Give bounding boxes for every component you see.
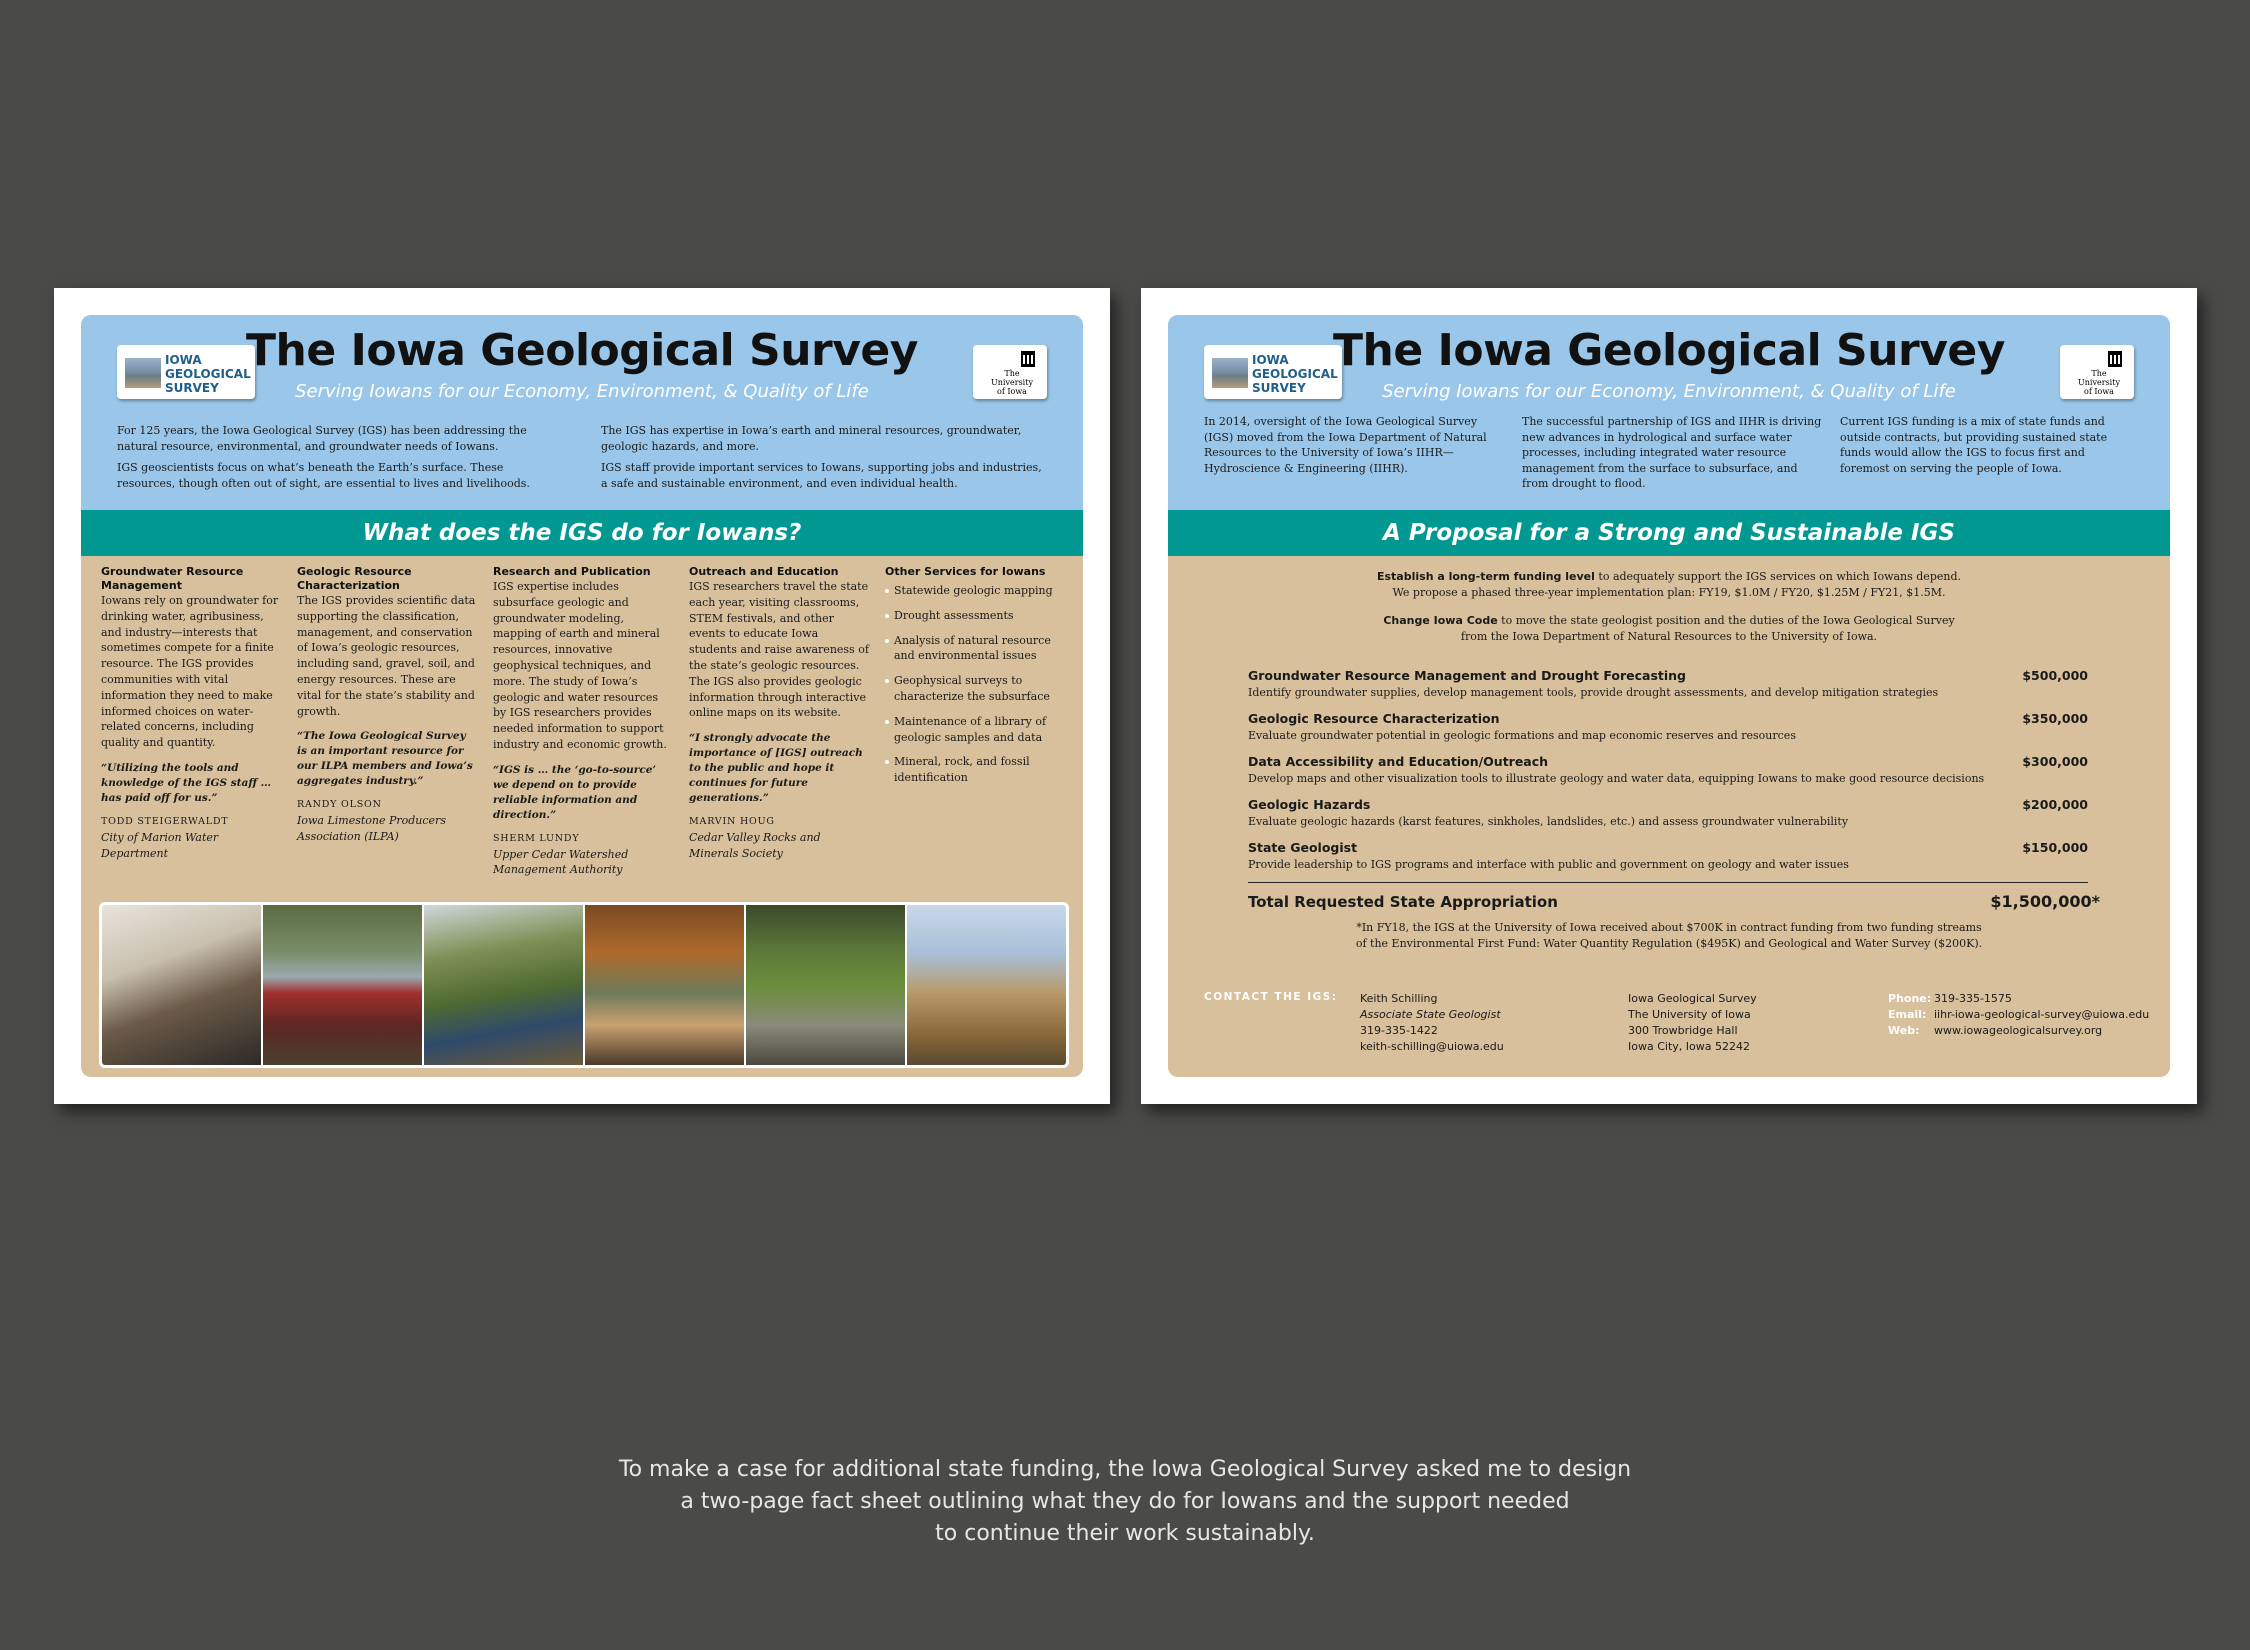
- testimonial-name: SHERM LUNDY: [493, 832, 580, 844]
- total-amount: $1,500,000*: [1990, 892, 2100, 911]
- logo-line: SURVEY: [165, 381, 219, 395]
- photo-field-sampling: [263, 905, 422, 1065]
- service-body: IGS researchers travel the state each year, visiting classrooms, STEM festivals, and other events to educate Iowa students and raise awareness of the state’s geologic resources. The IGS also provides geologic information through interactive online maps on its website.: [689, 580, 869, 720]
- page-2-panel: [1168, 315, 2170, 1077]
- web-label: Web:: [1888, 1024, 1920, 1037]
- logo-line: IOWA: [1252, 353, 1289, 367]
- other-services-column: [885, 565, 1065, 795]
- intro-paragraph: For 125 years, the Iowa Geological Survey (IGS) has been addressing the natural resource, environmental, and groundwater needs of Iowans.: [117, 424, 527, 453]
- address-line: 300 Trowbridge Hall: [1628, 1024, 1738, 1037]
- address-line: The University of Iowa: [1628, 1008, 1751, 1021]
- phone-label: Phone:: [1888, 992, 1932, 1005]
- proposal-bold: Establish a long-term funding level: [1376, 570, 1595, 583]
- section-heading: A Proposal for a Strong and Sustainable IGS: [1168, 510, 2170, 556]
- section-heading: What does the IGS do for Iowans?: [81, 510, 1083, 556]
- budget-item-title: Groundwater Resource Management and Drought Forecasting: [1248, 668, 1686, 683]
- budget-amount: $350,000: [2022, 711, 2088, 726]
- testimonial-org: Cedar Valley Rocks and Minerals Society: [689, 830, 821, 860]
- photo-outcrop: [746, 905, 905, 1065]
- service-heading: Research and Publication: [493, 565, 651, 578]
- address-line: Iowa City, Iowa 52242: [1628, 1040, 1750, 1053]
- budget-item-title: Data Accessibility and Education/Outreach: [1248, 754, 1549, 769]
- intro-paragraph: IGS geoscientists focus on what’s beneath the Earth’s surface. These resources, though often out of sight, are essential to lives and livelihoods.: [117, 461, 530, 490]
- page-2-header: [1168, 315, 2170, 510]
- budget-item-desc: Evaluate groundwater potential in geologic formations and map economic reserves and resources: [1248, 729, 1796, 742]
- old-capitol-icon: [1021, 351, 1035, 367]
- budget-row: [1248, 839, 2088, 882]
- email-label: Email:: [1888, 1008, 1927, 1021]
- list-item: Drought assessments: [885, 608, 1065, 624]
- budget-item-title: State Geologist: [1248, 840, 1358, 855]
- testimonial-quote: “Utilizing the tools and knowledge of the IGS staff … has paid off for us.”: [101, 761, 272, 804]
- budget-total-row: [1248, 891, 2100, 921]
- service-column: [297, 565, 477, 845]
- total-label: Total Requested State Appropriation: [1248, 893, 1558, 911]
- ui-logo-line: The: [2091, 369, 2107, 378]
- budget-amount: $150,000: [2022, 840, 2088, 855]
- caption-line: To make a case for additional state funding, the Iowa Geological Survey asked me to design: [618, 1457, 1632, 1482]
- university-of-iowa-logo: [2060, 345, 2134, 399]
- budget-amount: $200,000: [2022, 797, 2088, 812]
- service-heading: Outreach and Education: [689, 565, 839, 578]
- proposal-text: from the Iowa Department of Natural Resources to the University of Iowa.: [1460, 630, 1878, 643]
- contact-heading: CONTACT THE IGS:: [1204, 991, 1338, 1003]
- ui-logo-line: University: [991, 378, 1033, 387]
- testimonial-quote: “The Iowa Geological Survey is an important resource for our ILPA members and Iowa’s aggregates industry.”: [297, 730, 473, 788]
- budget-row: [1248, 667, 2088, 710]
- intro-column: [1840, 414, 2132, 482]
- intro-column: [1522, 414, 1822, 498]
- fact-sheet-page-2: [1141, 288, 2197, 1104]
- testimonial-quote: “IGS is … the ‘go-to-source’ we depend on to provide reliable information and direction.”: [493, 763, 657, 821]
- testimonial-name: RANDY OLSON: [297, 799, 382, 811]
- footnote-line: *In FY18, the IGS at the University of Iowa received about $700K in contract funding from two funding streams: [1356, 921, 1982, 934]
- intro-paragraph: The IGS has expertise in Iowa’s earth and mineral resources, groundwater, geologic hazards, and more.: [601, 424, 1022, 453]
- budget-item-desc: Develop maps and other visualization tools to illustrate geology and water data, equipping Iowans to make good resource decisions: [1248, 772, 1985, 785]
- proposal-point: [1168, 569, 2170, 601]
- budget-item-desc: Provide leadership to IGS programs and interface with public and government on geology and water issues: [1248, 858, 1849, 871]
- funding-footnote: [1168, 920, 2170, 952]
- budget-row: [1248, 796, 2088, 839]
- logo-line: IOWA: [165, 353, 202, 367]
- office-phone: 319-335-1575: [1934, 992, 2012, 1005]
- logo-line: SURVEY: [1252, 381, 1306, 395]
- other-services-list: [885, 583, 1065, 786]
- service-heading: Geologic Resource Characterization: [297, 565, 412, 592]
- intro-column: [601, 423, 1051, 497]
- testimonial-org: Iowa Limestone Producers Association (ILPA): [297, 814, 446, 843]
- proposal-bold: Change Iowa Code: [1383, 614, 1498, 627]
- photo-geophysical-survey: [907, 905, 1066, 1065]
- proposal-text: to adequately support the IGS services on which Iowans depend.: [1594, 570, 1961, 583]
- proposal-point: [1168, 613, 2170, 645]
- logo-line: GEOLOGICAL: [1252, 367, 1338, 381]
- testimonial-name: TODD STEIGERWALDT: [101, 815, 229, 827]
- page-1-header: [81, 315, 1083, 510]
- intro-paragraph: IGS staff provide important services to Iowans, supporting jobs and industries, a safe and sustainable environment, and even individual health.: [601, 461, 1042, 490]
- intro-column: [117, 423, 557, 497]
- service-column: [493, 565, 673, 878]
- list-item: Geophysical surveys to characterize the subsurface: [885, 673, 1065, 705]
- total-divider: [1248, 882, 2088, 883]
- page-title: The Iowa Geological Survey: [246, 325, 918, 376]
- photo-lab-students: [102, 905, 261, 1065]
- testimonial-org: City of Marion Water Department: [101, 830, 219, 860]
- budget-amount: $300,000: [2022, 754, 2088, 769]
- photo-drilling-rig: [424, 905, 583, 1065]
- contact-address: [1628, 991, 1757, 1055]
- testimonial-org: Upper Cedar Watershed Management Authority: [493, 847, 629, 877]
- university-of-iowa-logo: [973, 345, 1047, 399]
- caption-line: to continue their work sustainably.: [935, 1521, 1315, 1546]
- ui-logo-line: of Iowa: [2084, 387, 2114, 396]
- service-column: [689, 565, 869, 862]
- caption-line: a two-page fact sheet outlining what they do for Iowans and the support needed: [680, 1489, 1570, 1514]
- contact-web: [1888, 991, 2149, 1039]
- old-capitol-icon: [2108, 351, 2122, 367]
- service-column: [101, 565, 281, 861]
- photo-strip: [99, 902, 1069, 1068]
- page-title: The Iowa Geological Survey: [1333, 325, 2005, 376]
- portfolio-caption: [425, 1454, 1825, 1550]
- contact-email-link[interactable]: keith-schilling@uiowa.edu: [1360, 1040, 1504, 1053]
- list-item: Statewide geologic mapping: [885, 583, 1065, 599]
- service-heading: Groundwater Resource Management: [101, 565, 244, 592]
- contact-title: Associate State Geologist: [1360, 1008, 1501, 1021]
- address-line: Iowa Geological Survey: [1628, 992, 1757, 1005]
- intro-paragraph: Current IGS funding is a mix of state funds and outside contracts, but providing sustained state funds would allow the IGS to focus first and foremost on serving the people of Iowa.: [1840, 415, 2108, 475]
- list-item: Analysis of natural resource and environmental issues: [885, 633, 1065, 665]
- office-email-link[interactable]: iihr-iowa-geological-survey@uiowa.edu: [1934, 1008, 2150, 1021]
- proposal-points: [1168, 569, 2170, 657]
- fact-sheet-page-1: [54, 288, 1110, 1104]
- service-heading: Other Services for Iowans: [885, 565, 1046, 578]
- website-link[interactable]: www.iowageologicalsurvey.org: [1934, 1024, 2103, 1037]
- service-body: IGS expertise includes subsurface geologic and groundwater modeling, mapping of earth and mineral resources, innovative geophysical techniques, and more. The study of Iowa’s geologic and water resources by IGS researchers provides needed information to support industry and economic growth.: [493, 580, 667, 751]
- proposal-text: We propose a phased three-year implementation plan: FY19, $1.0M / FY20, $1.25M / FY21, $1.5M.: [1392, 586, 1946, 599]
- contact-name: Keith Schilling: [1360, 992, 1438, 1005]
- ui-logo-line: of Iowa: [997, 387, 1027, 396]
- page-subtitle: Serving Iowans for our Economy, Environment, & Quality of Life: [295, 381, 869, 402]
- budget-amount: $500,000: [2022, 668, 2088, 683]
- budget-item-desc: Evaluate geologic hazards (karst features, sinkholes, landslides, etc.) and assess groundwater vulnerability: [1248, 815, 1849, 828]
- contact-person: [1360, 991, 1504, 1055]
- service-body: The IGS provides scientific data supporting the classification, management, and conservation of Iowa’s geologic resources, including sand, gravel, soil, and energy resources. These are vital for the state’s stability and growth.: [297, 594, 476, 718]
- service-body: Iowans rely on groundwater for drinking water, agribusiness, and industry—interests that sometimes compete for a finite resource. The IGS provides communities with vital information they need to make informed choices on water-related concerns, including quality and quantity.: [101, 594, 279, 750]
- intro-paragraph: In 2014, oversight of the Iowa Geological Survey (IGS) moved from the Iowa Department of Natural Resources to the University of Iowa’s IIHR—Hydroscience & Engineering (IIHR).: [1204, 415, 1487, 475]
- proposal-text: to move the state geologist position and the duties of the Iowa Geological Survey: [1497, 614, 1955, 627]
- intro-paragraph: The successful partnership of IGS and IIHR is driving new advances in hydrological and surface water processes, including integrated water resource management from the surface to subsurface, and from drought to flood.: [1522, 415, 1822, 490]
- budget-item-title: Geologic Hazards: [1248, 797, 1371, 812]
- page-1-panel: [81, 315, 1083, 1077]
- page-subtitle: Serving Iowans for our Economy, Environment, & Quality of Life: [1382, 381, 1956, 402]
- budget-item-title: Geologic Resource Characterization: [1248, 711, 1500, 726]
- ui-logo-line: University: [2078, 378, 2120, 387]
- list-item: Maintenance of a library of geologic samples and data: [885, 714, 1065, 746]
- logo-line: GEOLOGICAL: [165, 367, 251, 381]
- testimonial-name: MARVIN HOUG: [689, 816, 775, 828]
- list-item: Mineral, rock, and fossil identification: [885, 754, 1065, 786]
- budget-table: [1248, 667, 2100, 921]
- intro-column: [1204, 414, 1499, 482]
- photo-core-samples: [585, 905, 744, 1065]
- contact-phone: 319-335-1422: [1360, 1024, 1438, 1037]
- budget-row: [1248, 753, 2088, 796]
- ui-logo-line: The: [1004, 369, 1020, 378]
- testimonial-quote: “I strongly advocate the importance of [IGS] outreach to the public and hope it continues for future generations.”: [689, 732, 863, 805]
- budget-row: [1248, 710, 2088, 753]
- footnote-line: of the Environmental First Fund: Water Quantity Regulation ($495K) and Geological and Water Survey ($200K).: [1355, 937, 1983, 950]
- budget-item-desc: Identify groundwater supplies, develop management tools, provide drought assessments, and develop mitigation strategies: [1248, 686, 1939, 699]
